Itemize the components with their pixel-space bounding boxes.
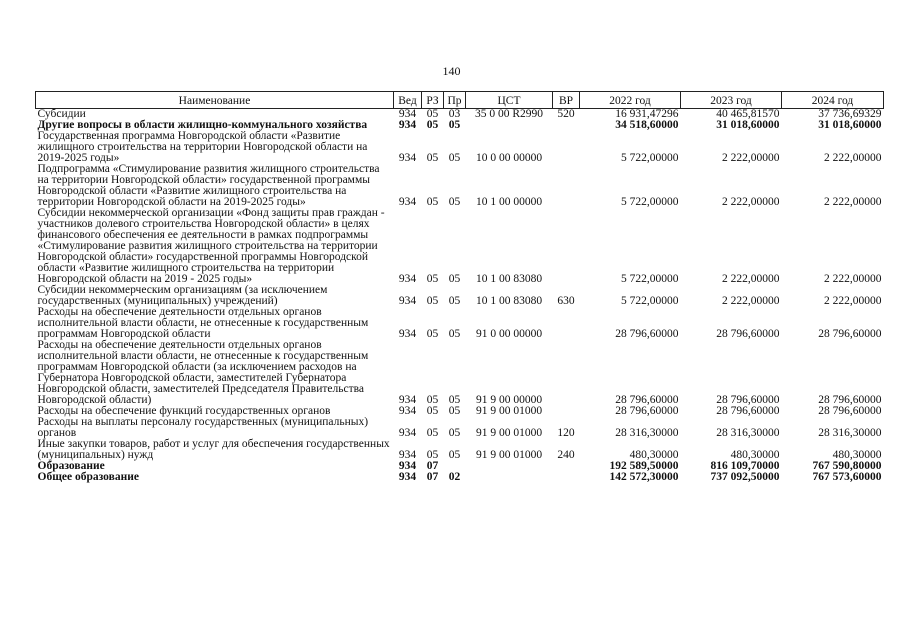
cell-2023: 28 796,60000 [716, 394, 780, 406]
col-header-ved: Вед [394, 92, 422, 109]
cell-rz: 05 [426, 295, 439, 307]
cell-2024: 28 796,60000 [818, 394, 882, 406]
table-header-row [36, 92, 884, 109]
cell-rz: 05 [426, 405, 439, 417]
cell-2022: 34 518,60000 [615, 119, 679, 131]
cell-2023: 480,30000 [730, 449, 780, 461]
cell-ved: 934 [398, 460, 417, 472]
cell-vr [553, 307, 580, 340]
cell-2024: 480,30000 [832, 449, 882, 461]
cell-2023: 2 222,00000 [722, 152, 780, 164]
cell-rz: 05 [426, 152, 439, 164]
cell-ved: 934 [398, 394, 417, 406]
cell-cst: 91 9 00 01000 [475, 449, 543, 461]
cell-vr: 630 [557, 295, 575, 307]
cell-2024: 28 796,60000 [818, 328, 882, 340]
cell-cst: 10 1 00 83080 [475, 273, 543, 285]
cell-ved: 934 [398, 152, 417, 164]
cell-cst: 91 9 00 00000 [475, 394, 543, 406]
table-row [36, 164, 884, 208]
cell-2024: 2 222,00000 [824, 295, 882, 307]
cell-vr [553, 208, 580, 285]
cell-ved: 934 [398, 108, 417, 120]
budget-table [35, 91, 884, 483]
cell-cst [466, 120, 553, 131]
table-row [36, 439, 884, 461]
cell-ved: 934 [398, 196, 417, 208]
table-row [36, 285, 884, 307]
cell-vr: 520 [557, 108, 575, 120]
cell-pr: 05 [448, 427, 461, 439]
table-row [36, 307, 884, 340]
cell-2024: 2 222,00000 [824, 273, 882, 285]
cell-cst: 10 1 00 00000 [475, 196, 543, 208]
cell-2022: 16 931,47296 [615, 108, 679, 120]
cell-rz: 05 [426, 108, 439, 120]
cell-pr: 05 [448, 405, 461, 417]
cell-vr [553, 340, 580, 406]
cell-name: Иные закупки товаров, работ и услуг для обеспечения государственных (муниципальных) нужд [37, 438, 390, 461]
col-header-name: Наименование [36, 92, 394, 109]
cell-2024: 2 222,00000 [824, 152, 882, 164]
col-header-2022: 2022 год [580, 92, 681, 109]
cell-ved: 934 [398, 119, 417, 131]
cell-name: Расходы на выплаты персоналу государственных (муниципальных) органов [37, 416, 369, 439]
col-header-vr: ВР [553, 92, 580, 109]
cell-vr [553, 120, 580, 131]
table-row [36, 417, 884, 439]
table-row [36, 131, 884, 164]
cell-2022: 5 722,00000 [621, 295, 679, 307]
cell-vr [553, 461, 580, 472]
col-header-rz: РЗ [422, 92, 444, 109]
cell-name: Другие вопросы в области жилищно-коммунального хозяйства [37, 119, 368, 131]
cell-rz: 05 [426, 196, 439, 208]
cell-vr [553, 406, 580, 417]
cell-name: Субсидии некоммерческим организациям (за исключением государственных (муниципальных) учреждений) [37, 284, 328, 307]
cell-2022: 5 722,00000 [621, 196, 679, 208]
cell-pr: 05 [448, 119, 461, 131]
cell-2022: 480,30000 [629, 449, 679, 461]
col-header-2024: 2024 год [782, 92, 884, 109]
cell-2024: 28 316,30000 [818, 427, 882, 439]
cell-2022: 142 572,30000 [609, 471, 679, 483]
cell-2023: 2 222,00000 [722, 196, 780, 208]
cell-cst: 91 9 00 01000 [475, 405, 543, 417]
cell-vr: 120 [557, 427, 575, 439]
cell-name: Государственная программа Новгородской области «Развитие жилищного строительства на территории Новгородской области на 2019-2025 годы» [37, 130, 368, 164]
cell-name: Расходы на обеспечение деятельности отдельных органов исполнительной власти области, не отнесенные к государственным программам Новгородской области (за исключением расходов на Губернатора Новгородской области, заместителей Губернатора Новгородской области, заместителей Председателя Правительства Новгородской области) [37, 339, 369, 406]
cell-name: Расходы на обеспечение функций государственных органов [37, 405, 331, 417]
cell-2023: 2 222,00000 [722, 273, 780, 285]
cell-vr: 240 [557, 449, 575, 461]
cell-2022: 28 796,60000 [615, 405, 679, 417]
table-row [36, 208, 884, 285]
cell-ved: 934 [398, 273, 417, 285]
col-header-cst: ЦСТ [466, 92, 553, 109]
cell-ved: 934 [398, 471, 417, 483]
cell-2023: 28 316,30000 [716, 427, 780, 439]
cell-pr: 02 [448, 471, 461, 483]
cell-2022: 192 589,50000 [609, 460, 679, 472]
cell-rz: 05 [426, 273, 439, 285]
cell-ved: 934 [398, 295, 417, 307]
cell-2024: 767 590,80000 [812, 460, 882, 472]
cell-rz: 07 [426, 471, 439, 483]
cell-2024: 2 222,00000 [824, 196, 882, 208]
cell-2023: 31 018,60000 [716, 119, 780, 131]
cell-ved: 934 [398, 328, 417, 340]
cell-cst: 10 1 00 83080 [475, 295, 543, 307]
cell-2022: 5 722,00000 [621, 152, 679, 164]
table-row [36, 472, 884, 483]
cell-pr: 05 [448, 394, 461, 406]
cell-rz: 05 [426, 328, 439, 340]
cell-2023: 816 109,70000 [710, 460, 780, 472]
cell-2022: 5 722,00000 [621, 273, 679, 285]
cell-ved: 934 [398, 427, 417, 439]
cell-2022: 28 796,60000 [615, 328, 679, 340]
cell-pr: 05 [448, 295, 461, 307]
cell-name: Подпрограмма «Стимулирование развития жилищного строительства на территории Новгородской области» государственной программы Новгородской области «Развитие жилищного строительства на территории Новгородской области на 2019-2025 годы» [37, 163, 380, 208]
cell-2023: 737 092,50000 [710, 471, 780, 483]
cell-pr: 05 [448, 152, 461, 164]
cell-cst: 35 0 00 R2990 [474, 108, 544, 120]
col-header-pr: Пр [444, 92, 466, 109]
cell-cst: 91 9 00 01000 [475, 427, 543, 439]
cell-cst: 10 0 00 00000 [475, 152, 543, 164]
col-header-2023: 2023 год [681, 92, 782, 109]
cell-pr: 05 [448, 196, 461, 208]
cell-rz: 05 [426, 119, 439, 131]
cell-pr: 05 [448, 273, 461, 285]
cell-ved: 934 [398, 449, 417, 461]
cell-vr [553, 164, 580, 208]
cell-2022: 28 796,60000 [615, 394, 679, 406]
cell-vr [553, 131, 580, 164]
cell-name: Расходы на обеспечение деятельности отдельных органов исполнительной власти области, не отнесенные к государственным программам Новгородской области [37, 306, 369, 340]
cell-rz: 05 [426, 394, 439, 406]
cell-rz: 05 [426, 449, 439, 461]
cell-2023: 2 222,00000 [722, 295, 780, 307]
cell-2024: 28 796,60000 [818, 405, 882, 417]
cell-cst [466, 461, 553, 472]
cell-2023: 28 796,60000 [716, 405, 780, 417]
cell-cst [466, 472, 553, 483]
cell-name: Образование [37, 460, 105, 472]
cell-2024: 37 736,69329 [818, 108, 882, 120]
cell-vr [553, 472, 580, 483]
cell-pr: 05 [448, 328, 461, 340]
cell-name: Субсидии [37, 108, 86, 120]
cell-2024: 31 018,60000 [818, 119, 882, 131]
page-number: 140 [442, 64, 461, 78]
cell-rz: 07 [426, 460, 439, 472]
cell-2022: 28 316,30000 [615, 427, 679, 439]
cell-2023: 40 465,81570 [716, 108, 780, 120]
cell-rz: 05 [426, 427, 439, 439]
cell-ved: 934 [398, 405, 417, 417]
cell-pr: 03 [448, 108, 461, 120]
cell-2024: 767 573,60000 [812, 471, 882, 483]
cell-cst: 91 0 00 00000 [475, 328, 543, 340]
cell-2023: 28 796,60000 [716, 328, 780, 340]
table-body [36, 109, 884, 484]
cell-name: Субсидии некоммерческой организации «Фонд защиты прав граждан - участников долевого строительства Новгородской области» в целях финансового обеспечения ее деятельности в рамках подпрограммы «Стимулирование развития жилищного строительства на территории Новгородской области» государственной программы Новгородской области «Развитие жилищного строительства на территории Новгородской области на 2019 - 2025 годы» [37, 207, 385, 285]
table-row [36, 340, 884, 406]
cell-name: Общее образование [37, 471, 139, 483]
cell-pr: 05 [448, 449, 461, 461]
